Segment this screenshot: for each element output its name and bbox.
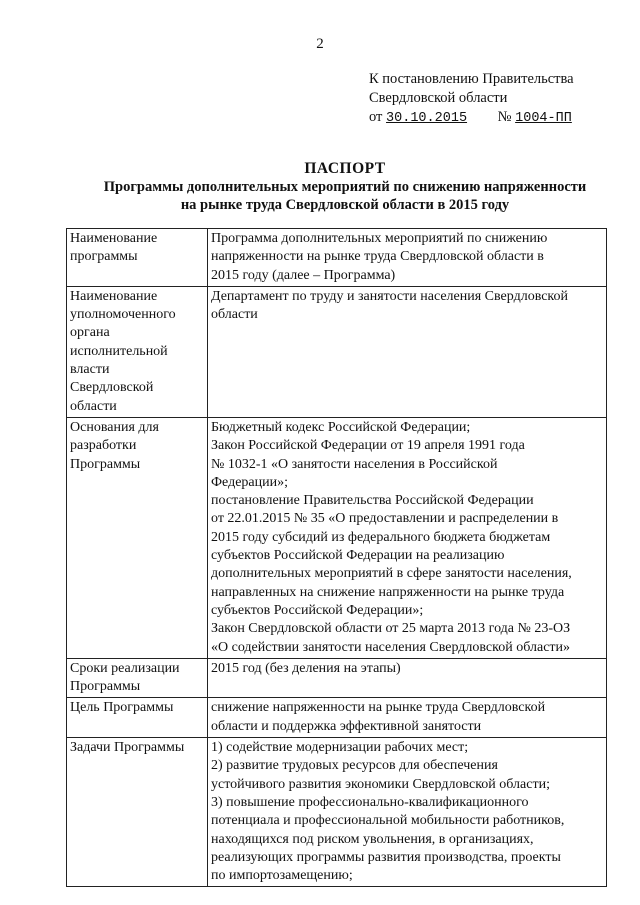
row-value-line: по импортозамещению; (211, 868, 353, 884)
row-value-line: направленных на снижение напряженности на рынке труда (211, 584, 565, 600)
page-number: 2 (316, 36, 324, 52)
row-value-cell (208, 229, 607, 287)
row-value-line: 2015 году (далее – Программа) (211, 267, 396, 283)
row-value-line: 2015 году субсидий из федерального бюджета бюджетам (211, 529, 551, 545)
number-prefix: № (497, 109, 512, 125)
row-label-cell (67, 229, 208, 287)
passport-table (66, 228, 607, 887)
row-label-line: Наименование (70, 288, 158, 304)
row-value-line: дополнительных мероприятий в сфере занятости населения, (211, 566, 572, 582)
row-value-line: потенциала и профессиональной мобильности работников, (211, 813, 565, 829)
row-label-line: разработки (70, 438, 137, 454)
row-label-line: органа (70, 325, 110, 341)
row-value-line: Закон Российской Федерации от 19 апреля 1991 года (211, 438, 525, 454)
row-value-line: области (211, 307, 258, 323)
table-row (67, 698, 607, 738)
approval-block (369, 70, 585, 128)
row-value-line: 2) развитие трудовых ресурсов для обеспечения (211, 758, 498, 774)
row-label-cell (67, 417, 208, 658)
row-value-line: 1) содействие модернизации рабочих мест; (211, 740, 469, 756)
row-value-line: напряженности на рынке труда Свердловской области в (211, 249, 544, 265)
row-value-line: Закон Свердловской области от 25 марта 2013 года № 23-ОЗ (211, 621, 571, 637)
row-value-line: Департамент по труду и занятости населения Свердловской (211, 288, 569, 304)
approval-date-line (369, 108, 585, 128)
row-value-line: устойчивого развития экономики Свердловской области; (211, 776, 550, 792)
row-label-line: Программы (70, 679, 141, 695)
passport-table-body (67, 229, 607, 887)
row-value-line: Федерации»; (211, 474, 289, 490)
approval-date: 30.10.2015 (386, 111, 468, 126)
row-value-line: 3) повышение профессионально-квалификационного (211, 794, 529, 810)
row-label-line: Свердловской (70, 380, 154, 396)
row-label-line: уполномоченного (70, 307, 176, 323)
row-label-line: области (70, 398, 117, 414)
row-label-cell (67, 286, 208, 417)
row-value-line: снижение напряженности на рынке труда Свердловской (211, 700, 546, 716)
row-label-line: Наименование (70, 231, 158, 246)
table-row (67, 229, 607, 287)
row-value-line: субъектов Российской Федерации на реализацию (211, 548, 505, 564)
row-value-line: Программа дополнительных мероприятий по снижению (211, 231, 548, 246)
approval-number: 1004-ПП (515, 111, 572, 126)
row-value-line: Бюджетный кодекс Российской Федерации; (211, 419, 471, 435)
row-value-line: «О содействии занятости населения Свердловской области» (211, 639, 571, 655)
row-label-cell (67, 658, 208, 698)
row-label-cell (67, 698, 208, 738)
row-label-line: исполнительной (70, 343, 168, 359)
table-row (67, 738, 607, 887)
row-label-line: программы (70, 249, 138, 265)
date-prefix: от (369, 109, 383, 125)
approval-line-2: Свердловской области (369, 90, 508, 106)
row-value-cell (208, 698, 607, 738)
row-value-line: области и поддержка эффективной занятости (211, 718, 482, 734)
document-title (60, 160, 630, 214)
title-line-3: на рынке труда Свердловской области в 2015 году (180, 197, 510, 213)
row-value-cell (208, 417, 607, 658)
title-passport: ПАСПОРТ (304, 160, 386, 177)
row-value-cell (208, 286, 607, 417)
row-value-cell (208, 738, 607, 887)
row-value-line: постановление Правительства Российской Федерации (211, 493, 534, 509)
row-label-cell (67, 738, 208, 887)
row-value-line: 2015 год (без деления на этапы) (211, 660, 401, 676)
row-label-line: Цель Программы (70, 700, 174, 716)
row-value-cell (208, 658, 607, 698)
row-label-line: Сроки реализации (70, 660, 180, 676)
row-value-line: субъектов Российской Федерации»; (211, 602, 424, 618)
row-value-line: № 1032-1 «О занятости населения в Российской (211, 456, 498, 472)
table-row (67, 286, 607, 417)
row-label-line: Задачи Программы (70, 740, 185, 756)
row-label-line: власти (70, 362, 110, 378)
row-value-line: находящихся под риском увольнения, в организациях, (211, 831, 534, 847)
approval-line-1: К постановлению Правительства (369, 71, 574, 87)
row-label-line: Основания для (70, 419, 159, 435)
table-row (67, 658, 607, 698)
table-row (67, 417, 607, 658)
row-value-line: реализующих программы развития производства, проекты (211, 849, 561, 865)
row-value-line: от 22.01.2015 № 35 «О предоставлении и распределении в (211, 511, 559, 527)
title-line-2: Программы дополнительных мероприятий по снижению напряженности (103, 179, 587, 195)
row-label-line: Программы (70, 456, 141, 472)
